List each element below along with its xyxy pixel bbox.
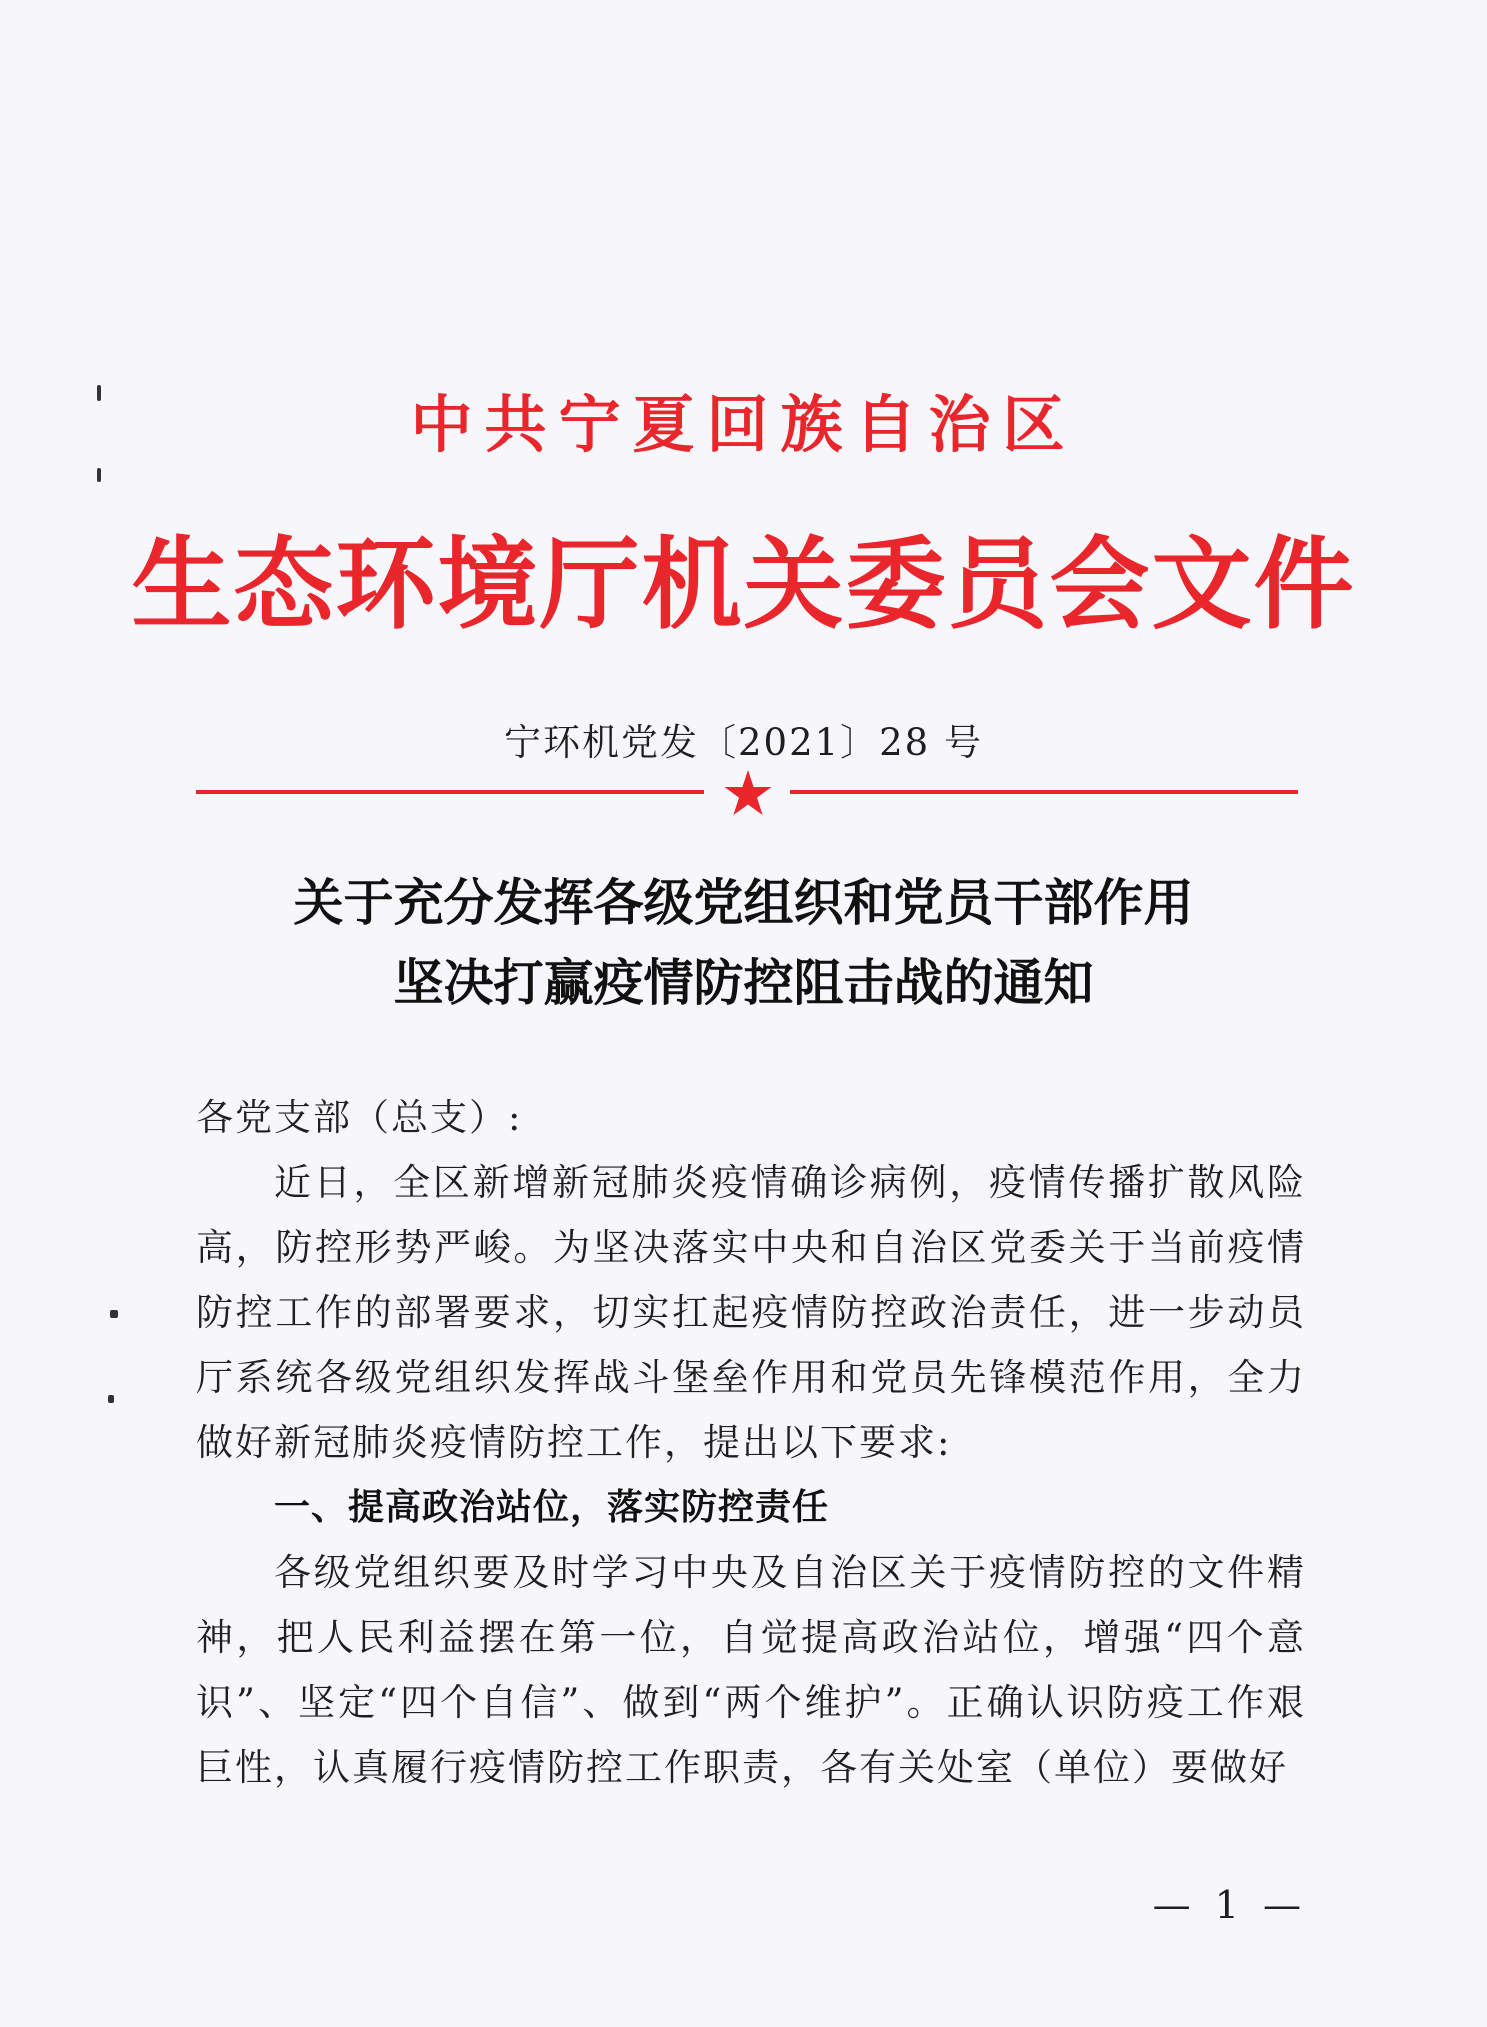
- body-paragraph: 近日，全区新增新冠肺炎疫情确诊病例，疫情传播扩散风险高，防控形势严峻。为坚决落实中央和自治区党委关于当前疫情防控工作的部署要求，切实扛起疫情防控政治责任，进一步动员厅系统各级党组织发挥战斗堡垒作用和党员先锋模范作用，全力做好新冠肺炎疫情防控工作，提出以下要求:: [196, 1161, 1306, 1464]
- document-title-line1: 关于充分发挥各级党组织和党员干部作用: [293, 874, 1194, 932]
- salutation: 各党支部（总支）:: [196, 1096, 523, 1139]
- document-number: 宁环机党发〔2021〕28 号: [503, 721, 983, 764]
- document-title-line2: 坚决打赢疫情防控阻击战的通知: [393, 954, 1094, 1012]
- red-separator-right: [790, 790, 1298, 794]
- binding-mark: [108, 1395, 114, 1403]
- binding-mark: [110, 1310, 118, 1318]
- section-heading: 一、提高政治站位，落实防控责任: [274, 1487, 830, 1528]
- page-number: — 1 —: [1152, 1883, 1307, 1927]
- issuing-organization-line2: 生态环境厅机关委员会文件: [131, 526, 1356, 643]
- issuing-organization-line1: 中共宁夏回族自治区: [410, 388, 1077, 461]
- red-separator-left: [196, 790, 704, 794]
- binding-mark: [97, 468, 101, 482]
- star-icon: [724, 770, 772, 816]
- body-paragraph: 各级党组织要及时学习中央及自治区关于疫情防控的文件精神，把人民利益摆在第一位，自觉提高政治站位，增强“四个意识”、坚定“四个自信”、做到“两个维护”。正确认识防疫工作艰巨性，认真履行疫情防控工作职责，各有关处室（单位）要做好: [196, 1551, 1306, 1789]
